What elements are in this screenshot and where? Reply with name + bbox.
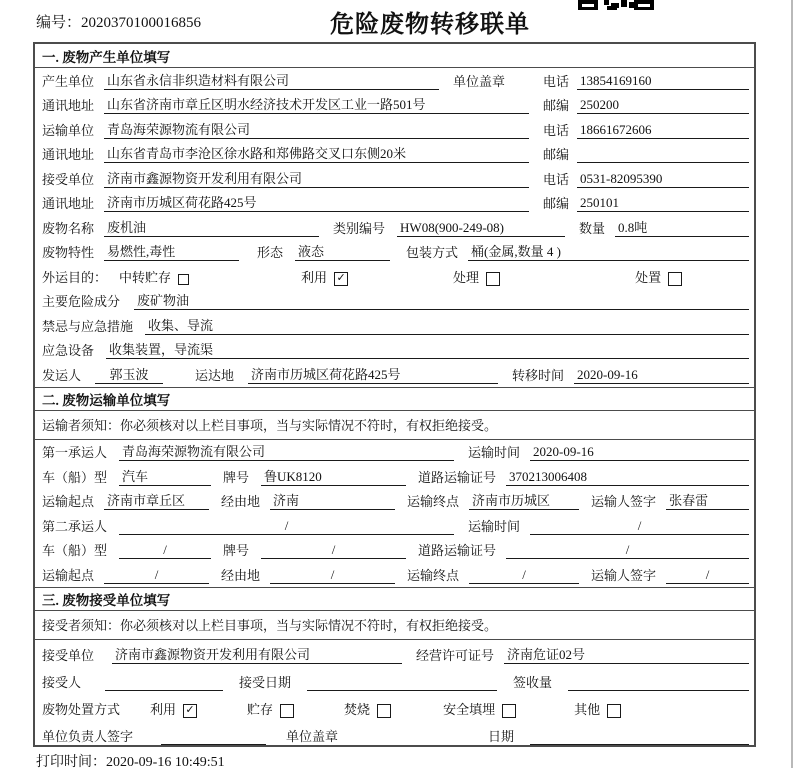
sign1-label: 运输人签字 bbox=[591, 494, 657, 509]
end2-label: 运输终点 bbox=[407, 567, 460, 583]
phone1-label: 电话 bbox=[542, 73, 569, 89]
section1-heading: 一. 废物产生单位填写 bbox=[35, 44, 754, 68]
waste-name-label: 废物名称 bbox=[42, 220, 95, 236]
category-value: HW08(900-249-08) bbox=[397, 220, 565, 237]
carrier2-value: / bbox=[119, 518, 454, 535]
form-value: 液态 bbox=[295, 241, 390, 261]
carrier1-label: 第一承运人 bbox=[42, 445, 108, 460]
carrier1-value: 青岛海荣源物流有限公司 bbox=[119, 441, 454, 461]
serial-label: 编号： bbox=[36, 15, 82, 31]
dest-label: 运达地 bbox=[195, 367, 235, 383]
disposal-incinerate-checkbox bbox=[377, 704, 391, 718]
row-producer bbox=[35, 68, 754, 93]
disposal-storage-checkbox bbox=[280, 704, 294, 718]
disposal-landfill-label: 安全填埋 bbox=[443, 701, 496, 717]
row-accept-unit bbox=[35, 640, 754, 667]
responsible-sign-value bbox=[161, 744, 266, 745]
phone2-label: 电话 bbox=[542, 122, 569, 138]
sender-label: 发运人 bbox=[42, 367, 82, 383]
phone2-value: 18661672606 bbox=[577, 122, 749, 139]
plate1-value: 鲁UK8120 bbox=[261, 466, 406, 486]
time1-value: 2020-09-16 bbox=[530, 444, 749, 461]
qr-code-icon bbox=[578, 0, 654, 11]
via1-value: 济南 bbox=[270, 490, 395, 510]
purpose-treat-checkbox bbox=[486, 272, 500, 286]
category-label: 类别编号 bbox=[333, 220, 386, 236]
equip-value: 收集装置，导流渠 bbox=[106, 339, 749, 359]
row-transport-unit bbox=[35, 117, 754, 142]
vehicle2-label: 车（船）型 bbox=[42, 543, 108, 558]
row-vehicle2 bbox=[35, 538, 754, 563]
section2-notice: 运输者须知：你必须核对以上栏目事项，当与实际情况不符时，有权拒绝接受。 bbox=[35, 411, 754, 440]
addr1-value: 山东省济南市章丘区明水经济技术开发区工业一路501号 bbox=[104, 94, 529, 114]
accept-person-label: 接受人 bbox=[42, 674, 82, 690]
disposal-utilize-label: 利用 bbox=[150, 701, 177, 717]
permit2-label: 道路运输证号 bbox=[418, 543, 497, 558]
accept-unit-label: 接受单位 bbox=[42, 647, 95, 663]
row-outbound-purpose bbox=[35, 264, 754, 289]
row-carrier1 bbox=[35, 440, 754, 465]
sign1-value: 张春雷 bbox=[666, 490, 749, 510]
purpose-utilize-checkbox: ✓ bbox=[334, 272, 348, 286]
receiver-value: 济南市鑫源物资开发利用有限公司 bbox=[104, 168, 529, 188]
permit2-value: / bbox=[506, 542, 749, 559]
hazard-label: 主要危险成分 bbox=[42, 294, 121, 309]
section3-notice: 接受者须知：你必须核对以上栏目事项，当与实际情况不符时，有权拒绝接受。 bbox=[35, 611, 754, 640]
addr3-label: 通讯地址 bbox=[42, 196, 95, 211]
addr1-label: 通讯地址 bbox=[42, 98, 95, 113]
end1-label: 运输终点 bbox=[407, 494, 460, 509]
amount-label: 签收量 bbox=[513, 674, 553, 690]
plate2-value: / bbox=[261, 542, 406, 559]
pack-label: 包装方式 bbox=[406, 245, 459, 260]
serial-number: 2020370100016856 bbox=[81, 15, 202, 31]
license-value: 济南危证02号 bbox=[504, 644, 749, 664]
accept-date-value bbox=[307, 690, 497, 691]
start1-value: 济南市章丘区 bbox=[104, 490, 209, 510]
pack-value: 桶(金属,数量 4 ) bbox=[468, 241, 749, 261]
row-receiver-address bbox=[35, 191, 754, 216]
sign2-value: / bbox=[666, 567, 749, 584]
qty-label: 数量 bbox=[579, 220, 606, 236]
zip2-value bbox=[577, 162, 749, 163]
row-emergency-equipment bbox=[35, 338, 754, 363]
sender-value: 郭玉波 bbox=[95, 364, 163, 384]
accept-person-value bbox=[105, 690, 223, 691]
trait-label: 废物特性 bbox=[42, 245, 95, 260]
amount-value bbox=[568, 690, 749, 691]
addr2-value: 山东省青岛市李沧区徐水路和郑佛路交叉口东侧20米 bbox=[104, 143, 529, 163]
purpose-dispose-checkbox bbox=[668, 272, 682, 286]
carrier2-label: 第二承运人 bbox=[42, 518, 108, 534]
phone3-label: 电话 bbox=[542, 171, 569, 187]
taboo-value: 收集、导流 bbox=[145, 315, 749, 335]
permit1-value: 370213006408 bbox=[506, 469, 749, 486]
purpose-label: 外运目的： bbox=[42, 269, 108, 285]
start2-value: / bbox=[104, 567, 209, 584]
start2-label: 运输起点 bbox=[42, 567, 95, 583]
purpose-treat-label: 处理 bbox=[453, 269, 480, 285]
row-taboo-measures bbox=[35, 313, 754, 338]
vehicle2-value: / bbox=[119, 542, 211, 559]
qty-value: 0.8吨 bbox=[615, 217, 749, 237]
zip3-label: 邮编 bbox=[542, 196, 569, 211]
row-hazard-component bbox=[35, 289, 754, 314]
waste-name-value: 废机油 bbox=[104, 217, 319, 237]
time2-value: / bbox=[530, 518, 749, 535]
seal-label: 单位盖章 bbox=[453, 73, 506, 89]
via2-label: 经由地 bbox=[221, 567, 261, 583]
row-accept-person bbox=[35, 667, 754, 694]
phone3-value: 0531-82095390 bbox=[577, 171, 749, 188]
responsible-sign-label: 单位负责人签字 bbox=[42, 728, 134, 744]
row-waste-traits bbox=[35, 240, 754, 265]
producer-label: 产生单位 bbox=[42, 73, 95, 89]
plate2-label: 牌号 bbox=[223, 543, 250, 558]
time2-label: 运输时间 bbox=[468, 518, 521, 534]
vehicle1-label: 车（船）型 bbox=[42, 469, 108, 485]
producer-value: 山东省永信非织造材料有限公司 bbox=[104, 70, 439, 90]
vehicle1-value: 汽车 bbox=[119, 466, 211, 486]
start1-label: 运输起点 bbox=[42, 494, 95, 509]
trait-value: 易燃性,毒性 bbox=[104, 241, 239, 261]
receiver-label: 接受单位 bbox=[42, 171, 95, 187]
section2-heading: 二. 废物运输单位填写 bbox=[35, 387, 754, 411]
phone1-value: 13854169160 bbox=[577, 73, 749, 90]
row-producer-address bbox=[35, 93, 754, 118]
permit1-label: 道路运输证号 bbox=[418, 469, 497, 485]
zip3-value: 250101 bbox=[577, 195, 749, 212]
page-title: 危险废物转移联单 bbox=[330, 12, 530, 38]
time1-label: 运输时间 bbox=[468, 445, 521, 460]
print-time-value: 2020-09-16 10:49:51 bbox=[106, 755, 225, 768]
disposal-incinerate-label: 焚烧 bbox=[344, 701, 371, 717]
addr2-label: 通讯地址 bbox=[42, 147, 95, 162]
transport-label: 运输单位 bbox=[42, 122, 95, 138]
row-disposal-method bbox=[35, 694, 754, 721]
section3-heading: 三. 废物接受单位填写 bbox=[35, 587, 754, 611]
print-time-label: 打印时间： bbox=[36, 755, 106, 768]
row-waste-name bbox=[35, 215, 754, 240]
accept-unit-value: 济南市鑫源物资开发利用有限公司 bbox=[112, 644, 402, 664]
row-carrier2 bbox=[35, 513, 754, 538]
row-route1 bbox=[35, 489, 754, 514]
zip1-label: 邮编 bbox=[542, 98, 569, 113]
transfer-form-table bbox=[33, 42, 756, 747]
purpose-transfer-storage-label: 中转贮存 bbox=[119, 269, 172, 285]
end1-value: 济南市历城区 bbox=[469, 490, 579, 510]
disposal-other-checkbox bbox=[607, 704, 621, 718]
row-responsible-sign bbox=[35, 721, 754, 748]
transport-value: 青岛海荣源物流有限公司 bbox=[104, 119, 529, 139]
purpose-transfer-storage-checkbox bbox=[178, 274, 189, 285]
accept-date-label: 接受日期 bbox=[239, 674, 292, 690]
unit-seal-label: 单位盖章 bbox=[286, 728, 339, 744]
equip-label: 应急设备 bbox=[42, 343, 95, 358]
via2-value: / bbox=[270, 567, 395, 584]
plate1-label: 牌号 bbox=[223, 469, 250, 485]
date2-value bbox=[530, 744, 749, 745]
disposal-other-label: 其他 bbox=[574, 701, 601, 717]
hazard-value: 废矿物油 bbox=[134, 290, 749, 310]
license-label: 经营许可证号 bbox=[416, 647, 495, 663]
via1-label: 经由地 bbox=[221, 494, 261, 509]
date2-label: 日期 bbox=[488, 728, 515, 744]
row-route2 bbox=[35, 562, 754, 587]
taboo-label: 禁忌与应急措施 bbox=[42, 318, 134, 334]
end2-value: / bbox=[469, 567, 579, 584]
form-label: 形态 bbox=[257, 245, 284, 260]
zip2-label: 邮编 bbox=[542, 147, 569, 162]
purpose-dispose-label: 处置 bbox=[635, 269, 662, 285]
disposal-storage-label: 贮存 bbox=[247, 701, 274, 717]
transfer-time-value: 2020-09-16 bbox=[574, 367, 749, 384]
dest-value: 济南市历城区荷花路425号 bbox=[248, 364, 498, 384]
row-sender bbox=[35, 362, 754, 387]
row-receiver-unit bbox=[35, 166, 754, 191]
sign2-label: 运输人签字 bbox=[591, 567, 657, 583]
disposal-utilize-checkbox: ✓ bbox=[183, 704, 197, 718]
print-time-line bbox=[36, 751, 225, 768]
transfer-time-label: 转移时间 bbox=[512, 367, 565, 383]
disposal-landfill-checkbox bbox=[502, 704, 516, 718]
disposal-label: 废物处置方式 bbox=[42, 701, 121, 717]
row-vehicle1 bbox=[35, 464, 754, 489]
purpose-utilize-label: 利用 bbox=[301, 269, 328, 285]
row-transport-address bbox=[35, 142, 754, 167]
zip1-value: 250200 bbox=[577, 97, 749, 114]
addr3-value: 济南市历城区荷花路425号 bbox=[104, 192, 529, 212]
